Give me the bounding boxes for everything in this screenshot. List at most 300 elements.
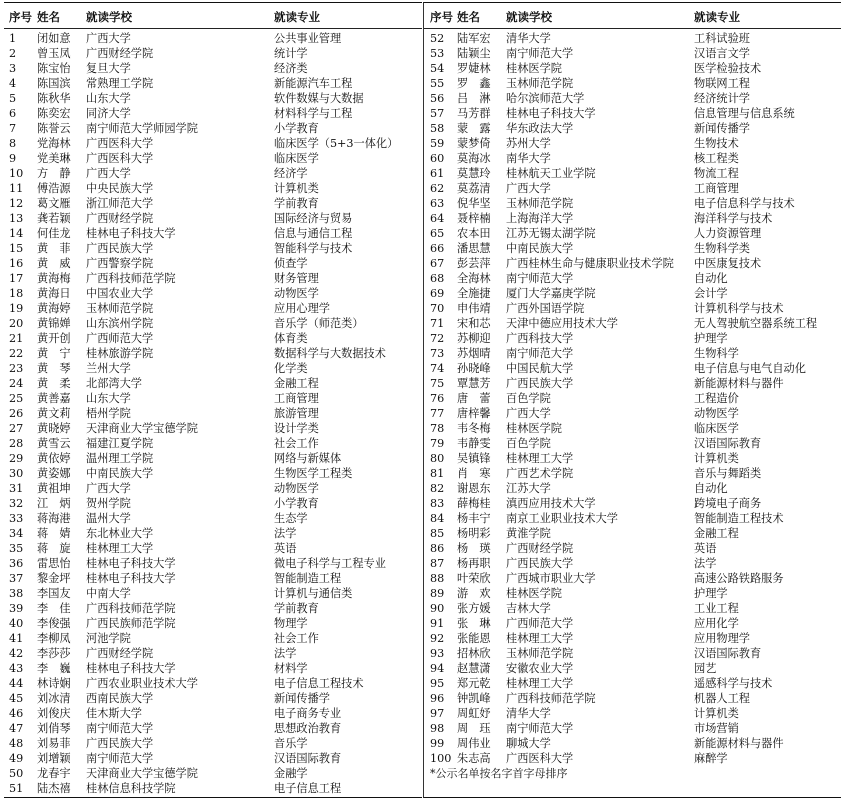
row-no: 79 (430, 437, 445, 450)
school-name: 广西财经学院 (506, 542, 574, 555)
table-row (4, 106, 422, 121)
major-name: 汉语国际教育 (694, 437, 762, 450)
row-no: 76 (430, 392, 445, 405)
row-no: 21 (9, 332, 24, 345)
school-name: 广西警察学院 (86, 257, 154, 270)
student-name: 郑元乾 (457, 677, 491, 690)
table-row (424, 406, 841, 421)
major-name: 电子商务专业 (274, 707, 342, 720)
major-name: 经济学 (274, 167, 308, 180)
major-name: 计算机科学与技术 (694, 302, 784, 315)
school-name: 桂林理工大学 (506, 632, 574, 645)
major-name: 音乐学 (274, 737, 308, 750)
student-name: 黄海婷 (37, 302, 71, 315)
school-name: 广西医科大学 (86, 137, 154, 150)
school-name: 清华大学 (506, 707, 551, 720)
school-name: 广西大学 (86, 32, 131, 45)
table-row (424, 316, 841, 331)
school-name: 聊城大学 (506, 737, 551, 750)
table-row (4, 736, 422, 751)
row-no: 44 (9, 677, 24, 690)
major-name: 新能源材料与器件 (694, 377, 784, 390)
student-name: 孙晓峰 (457, 362, 491, 375)
table-row (424, 256, 841, 271)
footnote: *公示名单按名字首字母排序 (430, 767, 568, 780)
row-no: 10 (9, 167, 24, 180)
school-name: 梧州学院 (86, 407, 131, 420)
table-row (424, 631, 841, 646)
school-name: 哈尔滨师范大学 (506, 92, 585, 105)
student-name: 陈秋华 (37, 92, 71, 105)
major-name: 计算机类 (694, 452, 739, 465)
row-no: 52 (430, 32, 445, 45)
student-name: 游 欢 (457, 587, 491, 600)
row-no: 92 (430, 632, 445, 645)
school-name: 贺州学院 (86, 497, 131, 510)
row-no: 77 (430, 407, 445, 420)
row-no: 4 (9, 77, 17, 90)
row-no: 1 (9, 32, 17, 45)
student-name: 赵慧潇 (457, 662, 491, 675)
major-name: 电子信息科学与技术 (694, 197, 795, 210)
major-name: 设计学类 (274, 422, 319, 435)
major-name: 跨境电子商务 (694, 497, 762, 510)
table-row (4, 391, 422, 406)
school-name: 江苏大学 (506, 482, 551, 495)
row-no: 2 (9, 47, 17, 60)
table-row (4, 511, 422, 526)
major-name: 英语 (274, 542, 297, 555)
school-name: 广西科技师范学院 (506, 692, 596, 705)
major-name: 海洋科学与技术 (694, 212, 773, 225)
school-name: 玉林师范学院 (506, 647, 574, 660)
table-row (424, 376, 841, 391)
school-name: 广西大学 (86, 482, 131, 495)
row-no: 18 (9, 287, 24, 300)
row-no: 29 (9, 452, 24, 465)
row-no: 75 (430, 377, 445, 390)
table-row (4, 346, 422, 361)
major-name: 生物技术 (694, 137, 739, 150)
school-name: 南京工业职业技术大学 (506, 512, 618, 525)
table-row (424, 571, 841, 586)
major-name: 机器人工程 (694, 692, 750, 705)
row-no: 60 (430, 152, 445, 165)
student-name: 蒙梦倚 (457, 137, 491, 150)
major-name: 社会工作 (274, 437, 319, 450)
student-name: 张方媛 (457, 602, 491, 615)
major-name: 生物科学类 (694, 242, 750, 255)
row-no: 26 (9, 407, 24, 420)
row-no: 73 (430, 347, 445, 360)
student-name: 李 佳 (37, 602, 71, 615)
row-no: 11 (9, 182, 24, 195)
table-row (4, 526, 422, 541)
major-name: 金融工程 (694, 527, 739, 540)
major-name: 自动化 (694, 482, 728, 495)
student-name: 黄依婷 (37, 452, 71, 465)
student-name: 肖 寒 (457, 467, 491, 480)
school-name: 山东大学 (86, 92, 131, 105)
student-name: 周 珏 (457, 722, 491, 735)
row-no: 54 (430, 62, 445, 75)
major-name: 金融学 (274, 767, 308, 780)
school-name: 广西城市职业大学 (506, 572, 596, 585)
table-row (424, 121, 841, 136)
row-no: 9 (9, 152, 17, 165)
student-name: 李俊强 (37, 617, 71, 630)
row-no: 88 (430, 572, 445, 585)
table-row (4, 256, 422, 271)
table-row (4, 136, 422, 151)
major-name: 小学教育 (274, 497, 319, 510)
student-name: 申伟靖 (457, 302, 491, 315)
student-name: 黄海日 (37, 287, 71, 300)
school-name: 广西民族师范学院 (86, 617, 176, 630)
table-row (4, 616, 422, 631)
table-row (424, 196, 841, 211)
table-row (424, 391, 841, 406)
student-name: 黄 柔 (37, 377, 71, 390)
school-name: 广西民族大学 (86, 737, 154, 750)
row-no: 49 (9, 752, 24, 765)
table-row (4, 751, 422, 766)
table-row (424, 46, 841, 61)
row-no: 19 (9, 302, 24, 315)
school-name: 广西财经学院 (86, 47, 154, 60)
table-row (4, 721, 422, 736)
table-row (424, 136, 841, 151)
school-name: 黄淮学院 (506, 527, 551, 540)
student-name: 潘思慧 (457, 242, 491, 255)
student-name: 党海林 (37, 137, 71, 150)
school-name: 广西艺术学院 (506, 467, 574, 480)
major-name: 高速公路铁路服务 (694, 572, 784, 585)
major-name: 金融工程 (274, 377, 319, 390)
student-name: 黄 琴 (37, 362, 71, 375)
school-name: 玉林师范学院 (86, 302, 154, 315)
school-name: 东北林业大学 (86, 527, 154, 540)
school-name: 广西科技大学 (506, 332, 574, 345)
table-row (4, 241, 422, 256)
student-name: 刘增颖 (37, 752, 71, 765)
major-name: 信息管理与信息系统 (694, 107, 795, 120)
school-name: 广西大学 (506, 407, 551, 420)
school-name: 华东政法大学 (506, 122, 574, 135)
school-name: 百色学院 (506, 437, 551, 450)
major-name: 物联网工程 (694, 77, 750, 90)
school-name: 南宁师范大学师园学院 (86, 122, 198, 135)
row-no: 53 (430, 47, 445, 60)
student-name: 葛文雁 (37, 197, 71, 210)
school-name: 复旦大学 (86, 62, 131, 75)
row-no: 13 (9, 212, 24, 225)
table-row (4, 211, 422, 226)
school-name: 天津中德应用技术大学 (506, 317, 618, 330)
student-name: 苏柳迎 (457, 332, 491, 345)
school-name: 兰州大学 (86, 362, 131, 375)
table-row (4, 316, 422, 331)
row-no: 45 (9, 692, 24, 705)
table-row (424, 166, 841, 181)
major-name: 无人驾驶航空器系统工程 (694, 317, 818, 330)
school-name: 南宁师范大学 (506, 347, 574, 360)
student-name: 苏烟晴 (457, 347, 491, 360)
school-name: 广西民族大学 (506, 377, 574, 390)
student-name: 黄开创 (37, 332, 71, 345)
major-name: 社会工作 (274, 632, 319, 645)
student-name: 农本田 (457, 227, 491, 240)
major-name: 园艺 (694, 662, 717, 675)
table-body-right (424, 31, 841, 781)
student-name: 周伟业 (457, 737, 491, 750)
table-row (424, 541, 841, 556)
student-name: 黄 威 (37, 257, 71, 270)
school-name: 河池学院 (86, 632, 131, 645)
table-row (4, 31, 422, 46)
table-row (424, 751, 841, 766)
student-name: 蒋 旋 (37, 542, 71, 555)
table-row (424, 241, 841, 256)
table-row (4, 556, 422, 571)
student-name: 彭芸萍 (457, 257, 491, 270)
school-name: 广西师范大学 (86, 332, 154, 345)
major-name: 侦查学 (274, 257, 308, 270)
row-no: 82 (430, 482, 445, 495)
table-row (4, 466, 422, 481)
major-name: 计算机类 (274, 182, 319, 195)
table-row (424, 106, 841, 121)
header-major: 就读专业 (274, 10, 320, 24)
table-row (4, 601, 422, 616)
student-name: 曾玉凤 (37, 47, 71, 60)
table-row (424, 466, 841, 481)
student-name: 刘冰清 (37, 692, 71, 705)
row-no: 97 (430, 707, 445, 720)
table-row (424, 31, 841, 46)
major-name: 统计学 (274, 47, 308, 60)
table-row (4, 286, 422, 301)
student-name: 吕 淋 (457, 92, 491, 105)
major-name: 信息与通信工程 (274, 227, 353, 240)
major-name: 生物科学 (694, 347, 739, 360)
table-row (4, 196, 422, 211)
student-name: 倪华坚 (457, 197, 491, 210)
school-name: 桂林理工大学 (506, 677, 574, 690)
table-body-left (4, 31, 422, 796)
school-name: 广西财经学院 (86, 212, 154, 225)
row-no: 87 (430, 557, 445, 570)
table-row (424, 301, 841, 316)
table-row (4, 121, 422, 136)
row-no: 67 (430, 257, 445, 270)
table-row (424, 676, 841, 691)
row-no: 69 (430, 287, 445, 300)
row-no: 12 (9, 197, 24, 210)
student-name: 莫荔清 (457, 182, 491, 195)
major-name: 旅游管理 (274, 407, 319, 420)
school-name: 桂林信息科技学院 (86, 782, 176, 795)
row-no: 71 (430, 317, 445, 330)
student-name: 刘俏琴 (37, 722, 71, 735)
student-name: 陈奕宏 (37, 107, 71, 120)
major-name: 护理学 (694, 587, 728, 600)
table-row (4, 46, 422, 61)
major-name: 数据科学与大数据技术 (274, 347, 386, 360)
major-name: 思想政治教育 (274, 722, 342, 735)
student-name: 莫慧玲 (457, 167, 491, 180)
student-name: 杨明彩 (457, 527, 491, 540)
school-name: 广西医科大学 (86, 152, 154, 165)
table-row (4, 691, 422, 706)
school-name: 广西医科大学 (506, 752, 574, 765)
major-name: 英语 (694, 542, 717, 555)
table-row (424, 526, 841, 541)
table-row (424, 436, 841, 451)
student-name: 雷思怡 (37, 557, 71, 570)
major-name: 动物医学 (274, 482, 319, 495)
student-name: 何佳龙 (37, 227, 71, 240)
row-no: 80 (430, 452, 445, 465)
table-row (424, 586, 841, 601)
table-row (424, 616, 841, 631)
major-name: 计算机与通信类 (274, 587, 353, 600)
student-name: 叶荣欣 (457, 572, 491, 585)
student-name: 李 巍 (37, 662, 71, 675)
student-name: 罗 鑫 (457, 77, 491, 90)
school-name: 广西财经学院 (86, 647, 154, 660)
major-name: 物理学 (274, 617, 308, 630)
header-school: 就读学校 (506, 10, 552, 24)
table-row (424, 706, 841, 721)
table-row (424, 211, 841, 226)
row-no: 100 (430, 752, 452, 765)
row-no: 28 (9, 437, 24, 450)
header-name: 姓名 (457, 10, 480, 24)
student-name: 全海林 (457, 272, 491, 285)
row-no: 81 (430, 467, 445, 480)
school-name: 桂林医学院 (506, 587, 562, 600)
school-name: 玉林师范学院 (506, 197, 574, 210)
student-name: 黄 宁 (37, 347, 71, 360)
student-name: 刘易菲 (37, 737, 71, 750)
student-name: 黄海梅 (37, 272, 71, 285)
school-name: 清华大学 (506, 32, 551, 45)
row-no: 95 (430, 677, 445, 690)
table-row (424, 721, 841, 736)
table-row (424, 361, 841, 376)
table-row (4, 496, 422, 511)
table-row (4, 331, 422, 346)
table-row (424, 496, 841, 511)
major-name: 智能制造工程技术 (694, 512, 784, 525)
major-name: 市场营销 (694, 722, 739, 735)
row-no: 3 (9, 62, 17, 75)
row-no: 48 (9, 737, 24, 750)
row-no: 99 (430, 737, 445, 750)
table-row (424, 226, 841, 241)
school-name: 浙江师范大学 (86, 197, 154, 210)
school-name: 桂林理工大学 (86, 542, 154, 555)
school-name: 广西农业职业技术大学 (86, 677, 198, 690)
school-name: 桂林旅游学院 (86, 347, 154, 360)
row-no: 61 (430, 167, 445, 180)
major-name: 生态学 (274, 512, 308, 525)
major-name: 临床医学（5+3一体化） (274, 137, 399, 150)
school-name: 广西师范大学 (506, 617, 574, 630)
row-no: 35 (9, 542, 24, 555)
school-name: 广西大学 (86, 167, 131, 180)
student-name: 黄文莉 (37, 407, 71, 420)
school-name: 广西科技师范学院 (86, 272, 176, 285)
school-name: 南华大学 (506, 152, 551, 165)
major-name: 动物医学 (694, 407, 739, 420)
table-row (424, 451, 841, 466)
student-name: 李莎莎 (37, 647, 71, 660)
student-name: 李柳凤 (37, 632, 71, 645)
major-name: 新闻传播学 (694, 122, 750, 135)
major-name: 人力资源管理 (694, 227, 762, 240)
school-name: 厦门大学嘉庚学院 (506, 287, 596, 300)
major-name: 医学检验技术 (694, 62, 762, 75)
school-name: 同济大学 (86, 107, 131, 120)
major-name: 材料科学与工程 (274, 107, 353, 120)
student-name: 党美琳 (37, 152, 71, 165)
table-row (4, 436, 422, 451)
student-name: 吴镇锋 (457, 452, 491, 465)
major-name: 核工程类 (694, 152, 739, 165)
table-row (4, 706, 422, 721)
row-no: 42 (9, 647, 24, 660)
student-name: 马芳群 (457, 107, 491, 120)
table-row (4, 226, 422, 241)
school-name: 中南民族大学 (86, 467, 154, 480)
table-row (424, 76, 841, 91)
student-name: 谢恩东 (457, 482, 491, 495)
school-name: 百色学院 (506, 392, 551, 405)
table-row (4, 166, 422, 181)
school-name: 桂林电子科技大学 (86, 572, 176, 585)
school-name: 广西大学 (506, 182, 551, 195)
school-name: 山东滨州学院 (86, 317, 154, 330)
major-name: 法学 (274, 527, 297, 540)
school-name: 桂林航天工业学院 (506, 167, 596, 180)
school-name: 中国农业大学 (86, 287, 154, 300)
major-name: 小学教育 (274, 122, 319, 135)
table-row (4, 631, 422, 646)
table-row (4, 661, 422, 676)
student-name: 张 琳 (457, 617, 491, 630)
major-name: 工商管理 (274, 392, 319, 405)
student-name: 朱志高 (457, 752, 491, 765)
row-no: 8 (9, 137, 17, 150)
student-name: 黄晓婷 (37, 422, 71, 435)
row-no: 46 (9, 707, 24, 720)
school-name: 南宁师范大学 (506, 47, 574, 60)
school-name: 广西桂林生命与健康职业技术学院 (506, 257, 674, 270)
major-name: 新闻传播学 (274, 692, 330, 705)
row-no: 33 (9, 512, 24, 525)
student-name: 罗婕林 (457, 62, 491, 75)
header-major: 就读专业 (694, 10, 740, 24)
school-name: 中央民族大学 (86, 182, 154, 195)
school-name: 天津商业大学宝德学院 (86, 767, 198, 780)
row-no: 94 (430, 662, 445, 675)
table-row (424, 181, 841, 196)
table-row (4, 481, 422, 496)
row-no: 17 (9, 272, 24, 285)
student-name: 江 炳 (37, 497, 71, 510)
